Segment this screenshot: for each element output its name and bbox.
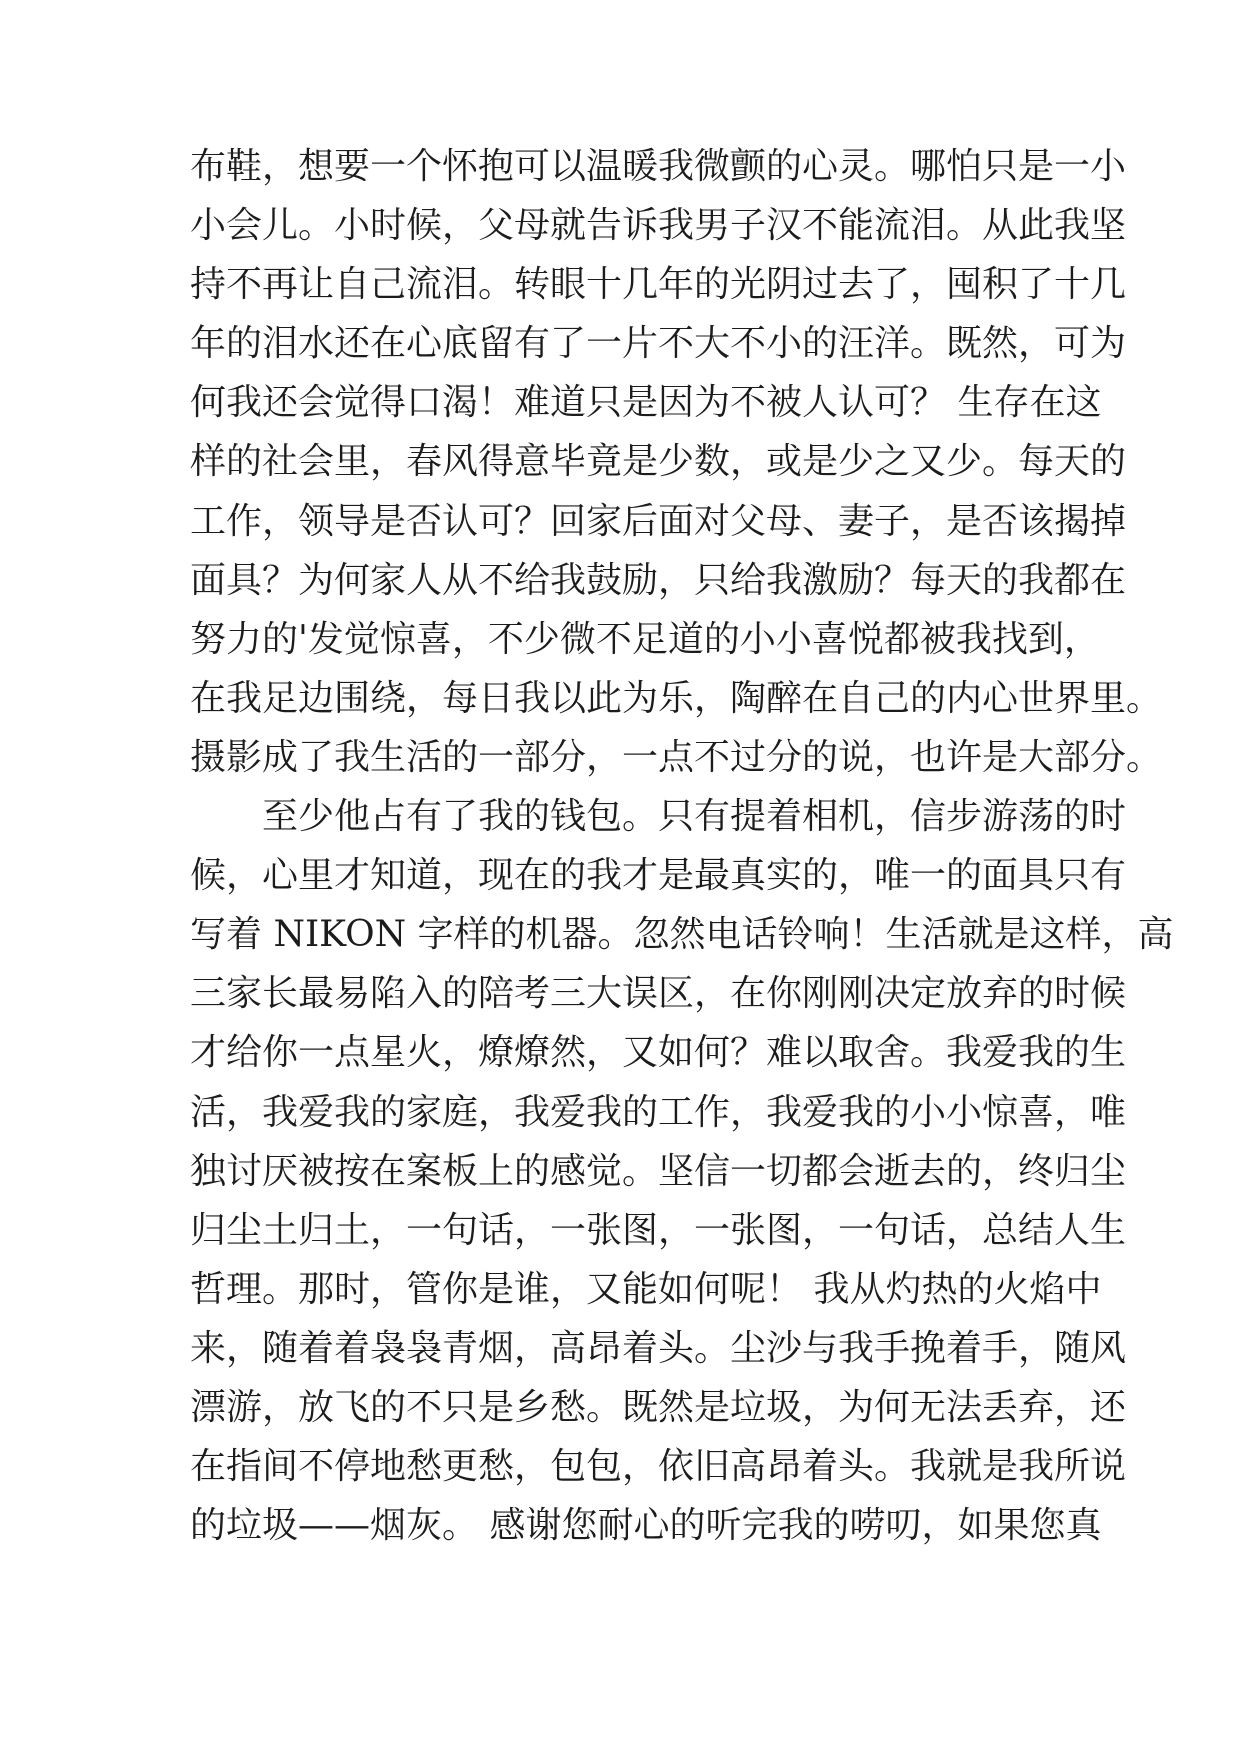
text-line: 三家长最易陷入的陪考三大误区，在你刚刚决定放弃的时候 xyxy=(190,973,1127,1015)
text-line: 布鞋，想要一个怀抱可以温暖我微颤的心灵。哪怕只是一小 xyxy=(190,146,1127,187)
text-line: 何我还会觉得口渴！难道只是因为不被人认可？ 生存在这 xyxy=(190,382,1102,424)
text-line: 归尘土归土，一句话，一张图，一张图，一句话，总结人生 xyxy=(190,1209,1127,1251)
text-line: 持不再让自己流泪。转眼十几年的光阴过去了，囤积了十几 xyxy=(190,264,1127,306)
text-line: 小会儿。小时候，父母就告诉我男子汉不能流泪。从此我坚 xyxy=(190,205,1127,247)
text-line: 面具？为何家人从不给我鼓励，只给我激励？每天的我都在 xyxy=(190,559,1127,601)
text-line: 在指间不停地愁更愁，包包，依旧高昂着头。我就是我所说 xyxy=(190,1446,1127,1488)
text-line: 独讨厌被按在案板上的感觉。坚信一切都会逝去的，终归尘 xyxy=(190,1150,1127,1192)
text-line: 努力的'发觉惊喜，不少微不足道的小小喜悦都被我找到， xyxy=(190,618,1100,660)
text-line: 写着 NIKON 字样的机器。忽然电话铃响！生活就是这样，高 xyxy=(190,914,1174,956)
text-line: 候，心里才知道，现在的我才是最真实的，唯一的面具只有 xyxy=(190,855,1127,897)
text-line: 哲理。那时，管你是谁，又能如何呢！ 我从灼热的火焰中 xyxy=(190,1268,1102,1310)
text-line: 在我足边围绕，每日我以此为乐，陶醉在自己的内心世界里。 xyxy=(190,677,1163,719)
text-line: 的垃圾——烟灰。 感谢您耐心的听完我的唠叨，如果您真 xyxy=(190,1505,1102,1547)
text-line: 活，我爱我的家庭，我爱我的工作，我爱我的小小惊喜，唯 xyxy=(190,1091,1127,1133)
text-line: 漂游，放飞的不只是乡愁。既然是垃圾，为何无法丢弃，还 xyxy=(190,1386,1127,1428)
text-line: 至少他占有了我的钱包。只有提着相机，信步游荡的时 xyxy=(190,796,1127,838)
text-line: 摄影成了我生活的一部分，一点不过分的说，也许是大部分。 xyxy=(190,736,1163,778)
text-line: 样的社会里，春风得意毕竟是少数，或是少之又少。每天的 xyxy=(190,441,1127,483)
text-line: 年的泪水还在心底留有了一片不大不小的汪洋。既然，可为 xyxy=(190,323,1127,365)
text-line: 才给你一点星火，燎燎然，又如何？难以取舍。我爱我的生 xyxy=(190,1032,1127,1074)
body-text xyxy=(190,137,1174,1555)
text-line: 工作，领导是否认可？回家后面对父母、妻子，是否该揭掉 xyxy=(190,500,1127,542)
text-line: 来，随着着袅袅青烟，高昂着头。尘沙与我手挽着手，随风 xyxy=(190,1327,1127,1369)
